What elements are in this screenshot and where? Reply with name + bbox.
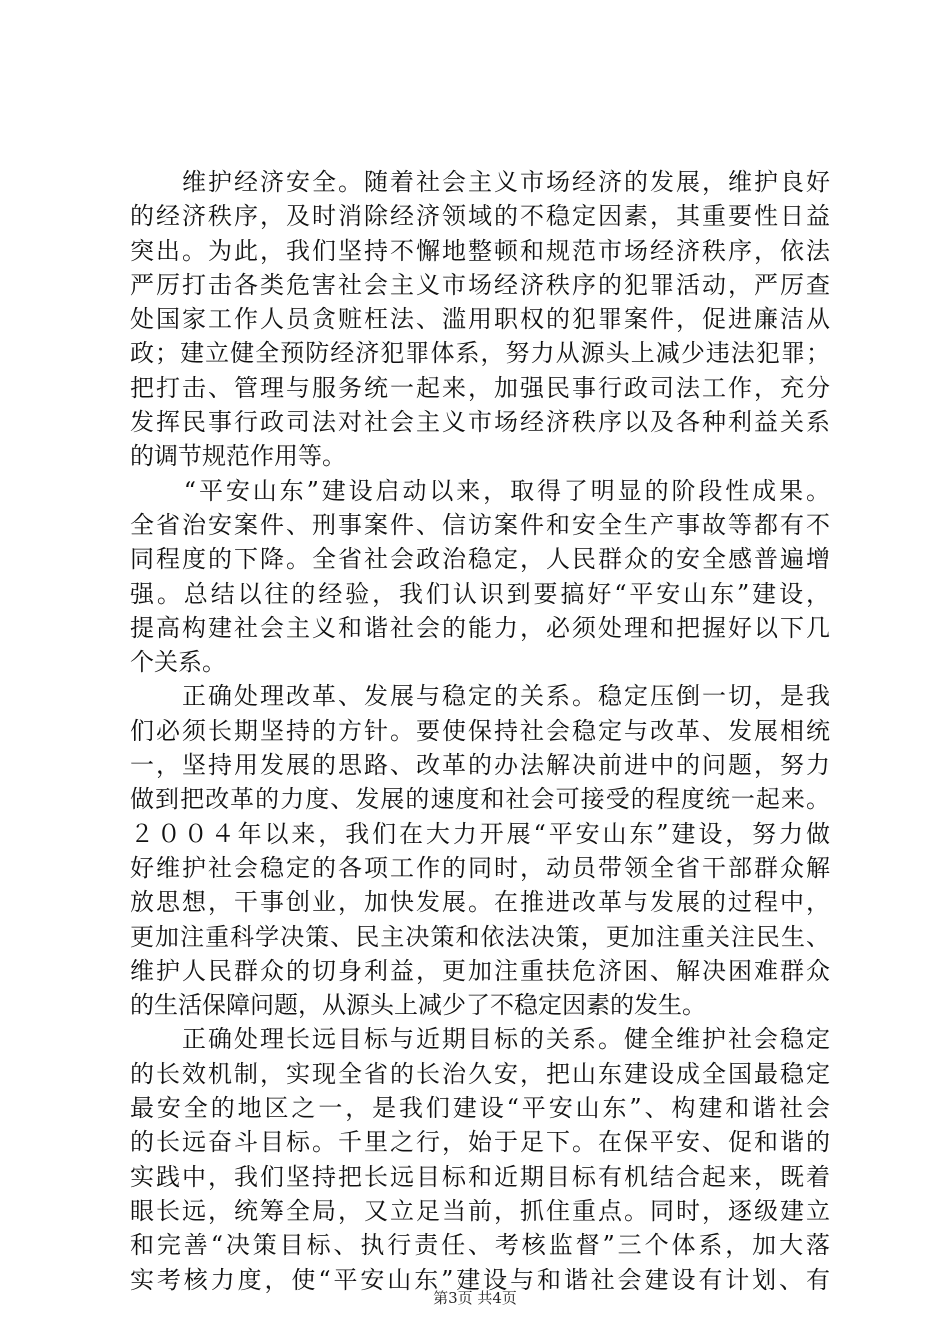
page-footer <box>0 1288 950 1308</box>
text-line: 最安全的地区之一，是我们建设“平安山东”、构建和谐社会 <box>130 1094 830 1123</box>
text-line: 发挥民事行政司法对社会主义市场经济秩序以及各种利益关系 <box>130 408 830 437</box>
text-line: 正确处理改革、发展与稳定的关系。稳定压倒一切，是我 <box>130 682 830 711</box>
text-line: 提高构建社会主义和谐社会的能力，必须处理和把握好以下几 <box>130 613 830 642</box>
text-line: 维护经济安全。随着社会主义市场经济的发展，维护良好 <box>130 168 830 196</box>
text-line: 的生活保障问题，从源头上减少了不稳定因素的发生。 <box>130 991 706 1020</box>
paragraph-long-term-short-term-goals <box>130 1022 830 1296</box>
text-line: 做到把改革的力度、发展的速度和社会可接受的程度统一起来。 <box>130 785 830 814</box>
text-line: 的长远奋斗目标。千里之行，始于足下。在保平安、促和谐的 <box>130 1128 830 1157</box>
text-line: 实考核力度，使“平安山东”建设与和谐社会建设有计划、有 <box>130 1265 830 1294</box>
text-line: 全省治安案件、刑事案件、信访案件和安全生产事故等都有不 <box>130 510 830 539</box>
text-line: 一，坚持用发展的思路、改革的办法解决前进中的问题，努力 <box>130 751 830 780</box>
paragraph-economic-security <box>130 165 830 474</box>
text-line: 好维护社会稳定的各项工作的同时，动员带领全省干部群众解 <box>130 853 830 882</box>
text-line: 强。总结以往的经验，我们认识到要搞好“平安山东”建设， <box>130 579 830 608</box>
paragraph-reform-development-stability <box>130 679 830 1022</box>
text-line: 政；建立健全预防经济犯罪体系，努力从源头上减少违法犯罪； <box>130 339 830 368</box>
text-line: 把打击、管理与服务统一起来，加强民事行政司法工作，充分 <box>130 373 830 402</box>
text-line: 的调节规范作用等。 <box>130 442 346 471</box>
text-line: 同程度的下降。全省社会政治稳定，人民群众的安全感普遍增 <box>130 545 830 574</box>
text-line: 处国家工作人员贪赃枉法、滥用职权的犯罪案件，促进廉洁从 <box>130 305 830 334</box>
text-line: ２００４年以来，我们在大力开展“平安山东”建设，努力做 <box>130 819 830 848</box>
text-line: 个关系。 <box>130 648 226 677</box>
text-line: 和完善“决策目标、执行责任、考核监督”三个体系，加大落 <box>130 1231 830 1260</box>
text-line: 的经济秩序，及时消除经济领域的不稳定因素，其重要性日益 <box>130 202 830 231</box>
text-line: 放思想，干事创业，加快发展。在推进改革与发展的过程中， <box>130 888 830 917</box>
text-line: 正确处理长远目标与近期目标的关系。健全维护社会稳定 <box>130 1025 830 1054</box>
text-line: 更加注重科学决策、民主决策和依法决策，更加注重关注民生、 <box>130 922 830 951</box>
text-line: 严厉打击各类危害社会主义市场经济秩序的犯罪活动，严厉查 <box>130 270 830 299</box>
page-number-label: 第3页 共4页 <box>433 1289 517 1307</box>
text-line: 实践中，我们坚持把长远目标和近期目标有机结合起来，既着 <box>130 1162 830 1191</box>
text-line: 眼长远，统筹全局，又立足当前，抓住重点。同时，逐级建立 <box>130 1196 830 1225</box>
text-line: 们必须长期坚持的方针。要使保持社会稳定与改革、发展相统 <box>130 716 830 745</box>
text-line: 的长效机制，实现全省的长治久安，把山东建设成全国最稳定 <box>130 1059 830 1088</box>
paragraph-safe-shandong-results <box>130 474 830 680</box>
document-body <box>130 165 830 1297</box>
text-line: 维护人民群众的切身利益，更加注重扶危济困、解决困难群众 <box>130 956 830 985</box>
text-line: “平安山东”建设启动以来，取得了明显的阶段性成果。 <box>130 476 830 505</box>
text-line: 突出。为此，我们坚持不懈地整顿和规范市场经济秩序，依法 <box>130 236 830 265</box>
